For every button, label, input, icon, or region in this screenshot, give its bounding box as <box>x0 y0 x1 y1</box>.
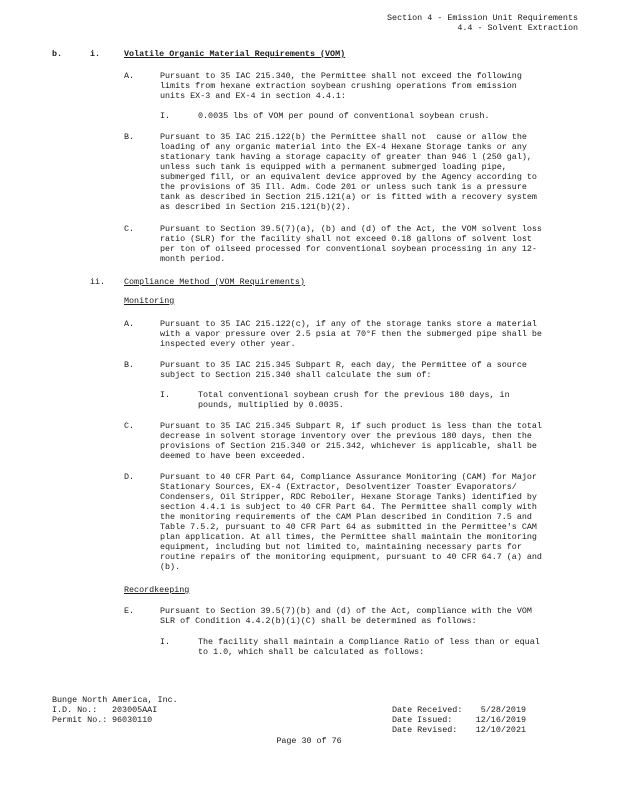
monitoring-label-d: D. <box>124 472 135 482</box>
monitoring-a-line: with a vapor pressure over 2.5 psia at 70°F then the submerged pipe shall be <box>160 329 542 339</box>
item-c-line: ratio (SLR) for the facility shall not exceed 0.18 gallons of solvent lost <box>160 234 532 244</box>
item-a-line: units EX-3 and EX-4 in section 4.4.1: <box>160 91 346 101</box>
monitoring-b-sub-line: Total conventional soybean crush for the previous 180 days, in <box>198 390 510 400</box>
recordkeeping-e-sub-label: I. <box>160 637 171 647</box>
monitoring-label-a: A. <box>124 319 135 329</box>
monitoring-b-sub-label: I. <box>160 390 171 400</box>
recordkeeping-e-sub-line: The facility shall maintain a Compliance Ratio of less than or equal <box>198 637 540 647</box>
item-c-line: Pursuant to Section 39.5(7)(a), (b) and (d) of the Act, the VOM solvent loss <box>160 224 542 234</box>
compliance-number: ii. <box>90 277 106 287</box>
recordkeeping-label-e: E. <box>124 606 135 616</box>
footer-received-value: 5/28/2019 <box>480 705 526 715</box>
footer-revised-value: 12/10/2021 <box>475 725 526 735</box>
footer-permit-label: Permit No.: <box>52 715 108 725</box>
header-section-title: Section 4 - Emission Unit Requirements <box>387 13 578 23</box>
footer-id-value: 203005AAI <box>112 705 158 715</box>
monitoring-d-line: routine repairs of the monitoring equipment, pursuant to 40 CFR 64.7 (a) and <box>160 552 542 562</box>
item-c-line: per ton of oilseed processed for conventional soybean processing in any 12- <box>160 244 537 254</box>
monitoring-label-c: C. <box>124 421 135 431</box>
recordkeeping-heading: Recordkeeping <box>124 585 190 595</box>
section-number: i. <box>90 49 101 59</box>
monitoring-d-line: the monitoring requirements of the CAM Plan described in Condition 7.5 and <box>160 512 532 522</box>
monitoring-c-line: Pursuant to 35 IAC 215.345 Subpart R, if such product is less than the total <box>160 421 542 431</box>
header-subsection-title: 4.4 - Solvent Extraction <box>457 23 578 33</box>
monitoring-c-line: deemed to have been exceeded. <box>160 451 306 461</box>
section-letter: b. <box>52 49 63 59</box>
recordkeeping-e-line: Pursuant to Section 39.5(7)(b) and (d) of the Act, compliance with the VOM <box>160 606 532 616</box>
item-b-line: loading of any organic material into the EX-4 Hexane Storage tanks or any <box>160 142 527 152</box>
item-a-line: limits from hexane extraction soybean crushing operations from emission <box>160 81 517 91</box>
monitoring-a-line: Pursuant to 35 IAC 215.122(c), if any of the storage tanks store a material <box>160 319 537 329</box>
footer-issued-value: 12/16/2019 <box>475 715 526 725</box>
recordkeeping-e-line: SLR of Condition 4.4.2(b)(i)(C) shall be determined as follows: <box>160 616 477 626</box>
monitoring-b-line: Pursuant to 35 IAC 215.345 Subpart R, each day, the Permittee of a source <box>160 360 527 370</box>
footer-company: Bunge North America, Inc. <box>52 695 178 705</box>
footer-id-label: I.D. No.: <box>52 705 98 715</box>
item-b-line: unless such tank is equipped with a permanent submerged loading pipe, <box>160 162 507 172</box>
monitoring-heading: Monitoring <box>124 296 175 306</box>
monitoring-d-line: Stationary Sources, EX-4 (Extractor, Desolventizer Toaster Evaporators/ <box>160 482 517 492</box>
item-label-a: A. <box>124 71 135 81</box>
page-number: Page 30 of 76 <box>276 736 342 746</box>
recordkeeping-e-sub-line: to 1.0, which shall be calculated as follows: <box>198 647 425 657</box>
monitoring-d-line: Condensers, Oil Stripper, RDC Reboiler, Hexane Storage Tanks) identified by <box>160 492 537 502</box>
item-a-line: Pursuant to 35 IAC 215.340, the Permittee shall not exceed the following <box>160 71 522 81</box>
monitoring-d-line: (b). <box>160 562 181 572</box>
item-label-c: C. <box>124 224 135 234</box>
monitoring-b-sub-line: pounds, multiplied by 0.0035. <box>198 400 344 410</box>
section-title: Volatile Organic Material Requirements (VOM) <box>124 49 346 59</box>
item-b-line: stationary tank having a storage capacity of greater than 946 l (250 gal), <box>160 152 532 162</box>
monitoring-a-line: inspected every other year. <box>160 339 296 349</box>
footer-permit-value: 96030110 <box>112 715 153 725</box>
monitoring-c-line: provisions of Section 215.340 or 215.342, whichever is applicable, shall be <box>160 441 537 451</box>
monitoring-label-b: B. <box>124 360 135 370</box>
monitoring-d-line: section 4.4.1 is subject to 40 CFR Part 64. The Permittee shall comply with <box>160 502 537 512</box>
item-b-line: as described in Section 215.121(b)(2). <box>160 202 351 212</box>
footer-issued-label: Date Issued: <box>392 715 453 725</box>
footer-revised-label: Date Revised: <box>392 725 458 735</box>
item-b-line: submerged fill, or an equivalent device approved by the Agency according to <box>160 172 537 182</box>
footer-received-label: Date Received: <box>392 705 463 715</box>
item-a-sub-text: 0.0035 lbs of VOM per pound of conventional soybean crush. <box>198 111 490 121</box>
monitoring-d-line: plan application. At all times, the Permittee shall maintain the monitoring <box>160 532 537 542</box>
item-b-line: tank as described in Section 215.121(a) or is fitted with a recovery system <box>160 192 537 202</box>
item-label-b: B. <box>124 132 135 142</box>
item-b-line: Pursuant to 35 IAC 215.122(b) the Permittee shall not cause or allow the <box>160 132 527 142</box>
item-c-line: month period. <box>160 254 226 264</box>
monitoring-d-line: Pursuant to 40 CFR Part 64, Compliance Assurance Monitoring (CAM) for Major <box>160 472 537 482</box>
monitoring-b-line: subject to Section 215.340 shall calculate the sum of: <box>160 370 432 380</box>
monitoring-d-line: equipment, including but not limited to, maintaining necessary parts for <box>160 542 522 552</box>
item-a-sub-label: I. <box>160 111 171 121</box>
compliance-title: Compliance Method (VOM Requirements) <box>124 277 305 287</box>
item-b-line: the provisions of 35 Ill. Adm. Code 201 or unless such tank is a pressure <box>160 182 527 192</box>
monitoring-d-line: Table 7.5.2, pursuant to 40 CFR Part 64 as submitted in the Permittee's CAM <box>160 522 537 532</box>
monitoring-c-line: decrease in solvent storage inventory over the previous 180 days, then the <box>160 431 532 441</box>
